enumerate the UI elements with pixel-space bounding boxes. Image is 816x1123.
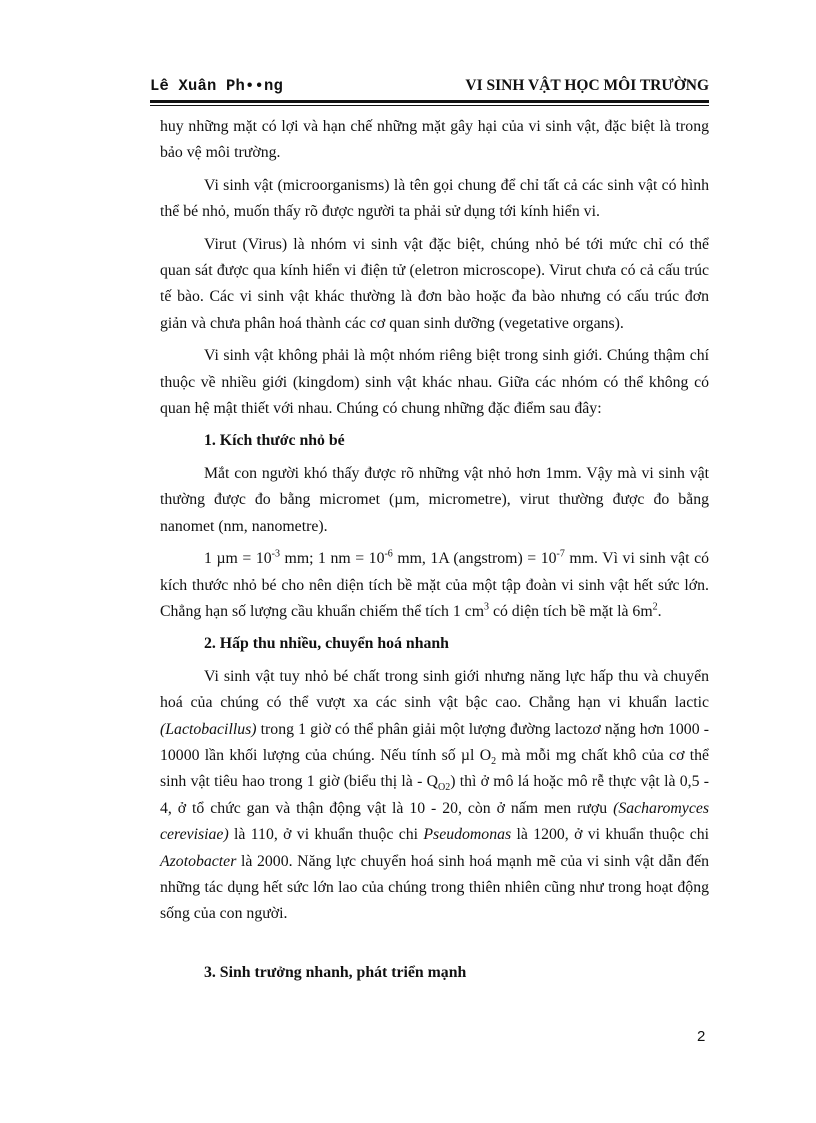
page-header bbox=[150, 73, 709, 99]
paragraph-kingdoms: Vi sinh vật không phải là một nhóm riêng biệt trong sinh giới. Chúng thậm chí thuộc về nhiều giới (kingdom) sinh vật khác nhau. Giữa các nhóm có thể không có quan hệ mật thiết với nhau. Chúng có chung những đặc điểm sau đây: bbox=[160, 347, 709, 418]
paragraph-continuation: huy những mặt có lợi và hạn chế những mặt gây hại của vi sinh vật, đặc biệt là trong bảo vệ môi trường. bbox=[160, 118, 709, 162]
paragraph-microorganisms: Vi sinh vật (microorganisms) là tên gọi chung để chỉ tất cả các sinh vật có hình thể bé nhỏ, muốn thấy rõ được người ta phải sử dụng tới kính hiển vi. bbox=[160, 176, 709, 221]
page-body bbox=[160, 114, 709, 986]
heading-growth: 3. Sinh trưởng nhanh, phát triển mạnh bbox=[204, 963, 467, 981]
paragraph-virus: Virut (Virus) là nhóm vi sinh vật đặc biệt, chúng nhỏ bé tới mức chỉ có thể quan sát được qua kính hiển vi điện tử (eletron microscope). Virut chưa có cả cấu trúc tế bào. Các vi sinh vật khác thường là đơn bào hoặc đa bào nhưng có cấu trúc đơn giản và chưa phân hoá thành các cơ quan sinh dưỡng (vegetative organs). bbox=[160, 235, 709, 332]
header-title: VI SINH VẬT HỌC MÔI TRƯỜNG bbox=[465, 77, 709, 94]
paragraph-units: 1 $\mu m = 10^{-3}$ mm; 1 nm = $10^{-6}$ mm, 1A (angstrom) = $10^{-7}$ mm. Vì vi sinh vật có kích thước nhỏ bé cho nên diện tích bề mặt của một tập đoàn vi sinh vật hết sức lớn. Chẳng hạn số lượng cầu khuẩn chiếm thể tích 1 $cm^3$ có diện tích bề mặt là $6m^2$. bbox=[160, 548, 710, 620]
header-rule-thick bbox=[150, 100, 709, 103]
header-rule-thin bbox=[150, 105, 709, 106]
heading-size: 1. Kích thước nhỏ bé bbox=[204, 432, 345, 450]
header-author: Lê Xuân Ph••ng bbox=[150, 77, 284, 95]
paragraph-metabolism: Vi sinh vật tuy nhỏ bé chất trong sinh giới nhưng năng lực hấp thu và chuyển hoá của chúng có thể vượt xa các sinh vật bậc cao. Chẳng hạn vi khuẩn lactic (Lactobacillus) trong 1 giờ có thể phân giải một lượng đường lactozơ nặng hơn 1000 - 10000 lần khối lượng của chúng. Nếu tính số µl $O_2$ mà mỗi mg chất khô của cơ thể sinh vật tiêu hao trong 1 giờ (biểu thị là - $Q_{O2}$) thì ở mô lá hoặc mô rễ thực vật là 0,5 - 4, ở tổ chức gan và thận động vật là 10 - 20, còn ở nấm men rượu (Sacharomyces cerevisiae) là 110, ở vi khuẩn thuộc chi Pseudomonas là 1200, ở vi khuẩn thuộc chi Azotobacter là 2000. Năng lực chuyển hoá sinh hoá mạnh mẽ của vi sinh vật dẫn đến những tác dụng hết sức lớn lao của chúng trong thiên nhiên cũng như trong hoạt động sống của con người. bbox=[160, 667, 710, 923]
heading-absorption: 2. Hấp thu nhiều, chuyển hoá nhanh bbox=[204, 635, 449, 653]
page-number: 2 bbox=[697, 1028, 706, 1045]
paragraph-eye-limit: Mắt con người khó thấy được rõ những vật nhỏ hơn 1mm. Vậy mà vi sinh vật thường được đo bằng micromet (µm, micrometre), virut thường được đo bằng nanomet (nm, nanometre). bbox=[160, 464, 709, 535]
